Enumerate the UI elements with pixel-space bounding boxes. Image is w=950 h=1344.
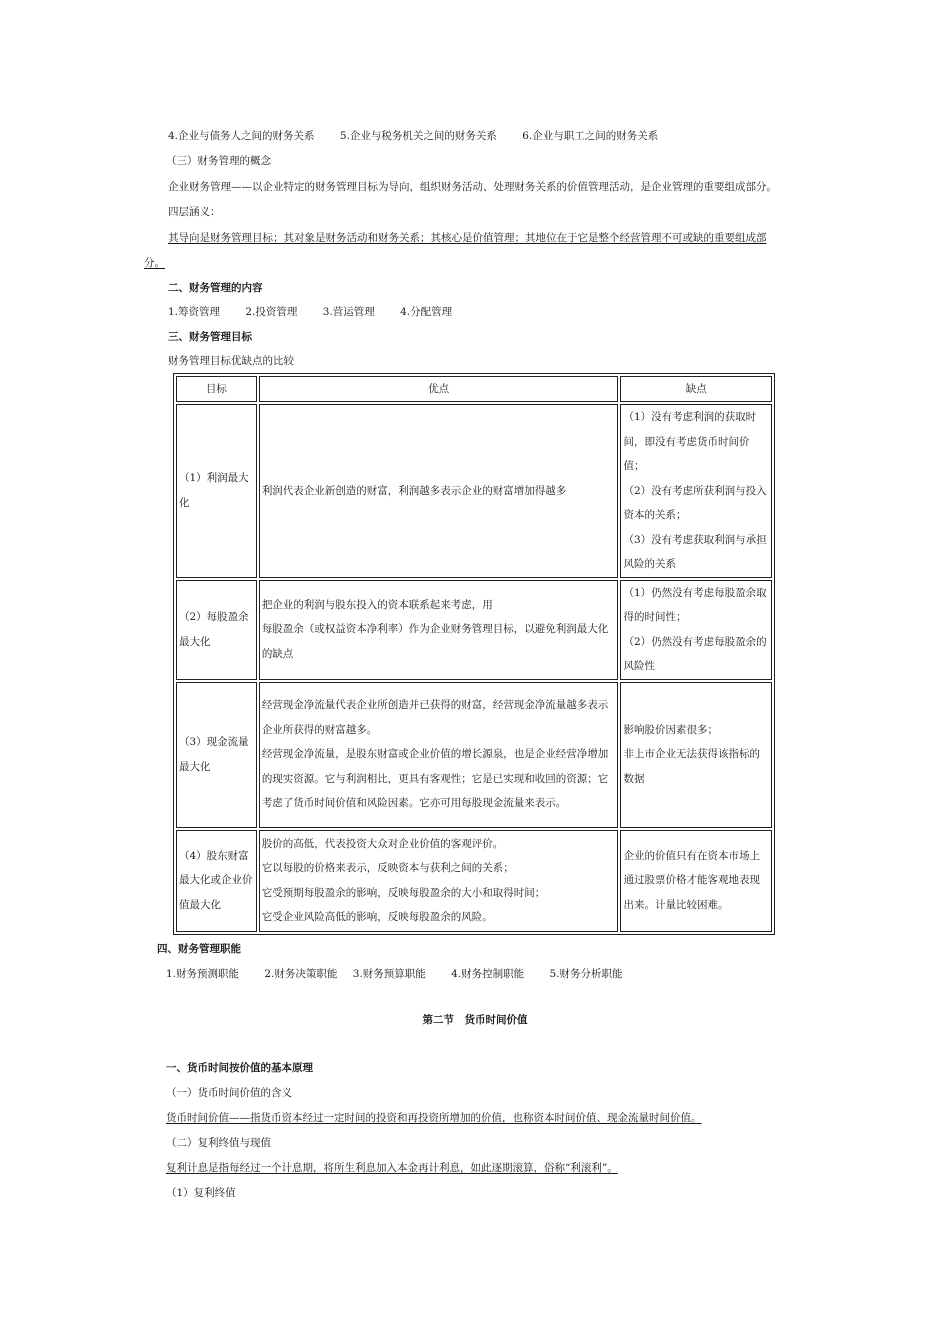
four-meanings-line2: 分。 <box>144 257 165 269</box>
goal-cell: （4）股东财富最大化或企业价值最大化 <box>176 830 257 932</box>
table-header-row <box>176 376 772 402</box>
s1-sub2: （二）复利终值与现值 <box>166 1137 271 1149</box>
table-header-cons: 缺点 <box>620 376 772 402</box>
content-item: 1.筹资管理 <box>168 306 221 318</box>
content-item: 4.分配管理 <box>400 306 453 318</box>
pros-cell: 利润代表企业新创造的财富，利润越多表示企业的财富增加得越多 <box>259 404 619 578</box>
relation-item-6: 6.企业与职工之间的财务关系 <box>522 130 659 142</box>
chapter-heading: 第二节 货币时间价值 <box>422 1014 528 1026</box>
table-header-pros: 优点 <box>259 376 619 402</box>
four-meanings-line1: 其导向是财务管理目标；其对象是财务活动和财务关系；其核心是价值管理；其地位在于它是整个经营管理不可或缺的重要组成部 <box>168 232 767 244</box>
goal-cell: （2）每股盈余最大化 <box>176 580 257 680</box>
table-row <box>176 580 772 680</box>
content-item: 3.营运管理 <box>322 306 375 318</box>
goals-comparison-table <box>173 373 775 935</box>
concept-heading: （三）财务管理的概念 <box>166 155 271 167</box>
cons-cell: （1）仍然没有考虑每股盈余取得的时间性； （2）仍然没有考虑每股盈余的风险性 <box>620 580 772 680</box>
pros-cell: 股价的高低，代表投资大众对企业价值的客观评价。 它以每股的价格来表示，反映资本与获利之间的关系； 它受预期每股盈余的影响，反映每股盈余的大小和取得时间； 它受企业风险高低的影响，反映每股盈余的风险。 <box>259 830 619 932</box>
function-item: 3.财务预算职能 <box>352 968 426 980</box>
s1-definition: 货币时间价值——指货币资本经过一定时间的投资和再投资所增加的价值，也称资本时间价值、现金流量时间价值。 <box>166 1112 702 1124</box>
section2-heading: 二、财务管理的内容 <box>168 282 263 294</box>
cons-cell: 影响股价因素很多； 非上市企业无法获得该指标的数据 <box>620 682 772 828</box>
cons-cell: 企业的价值只有在资本市场上通过股票价格才能客观地表现出来。计量比较困难。 <box>620 830 772 932</box>
pros-cell: 经营现金净流量代表企业所创造并已获得的财富，经营现金净流量越多表示企业所获得的财富越多。 经营现金净流量，是股东财富或企业价值的增长源泉，也是企业经营净增加的现实资源。它与利润相比，更具有客观性；它是已实现和收回的资源；它考虑了货币时间价值和风险因素。它亦可用每股现金流量来表示。 <box>259 682 619 828</box>
goal-cell: （1）利润最大化 <box>176 404 257 578</box>
concept-text: 企业财务管理——以企业特定的财务管理目标为导向，组织财务活动、处理财务关系的价值管理活动，是企业管理的重要组成部分。 <box>168 181 777 193</box>
table-caption: 财务管理目标优缺点的比较 <box>168 355 294 367</box>
relation-item-5: 5.企业与税务机关之间的财务关系 <box>339 130 497 142</box>
table-row <box>176 830 772 932</box>
table-row <box>176 682 772 828</box>
cons-cell: （1）没有考虑利润的获取时间，即没有考虑货币时间价值； （2）没有考虑所获利润与投入资本的关系； （3）没有考虑获取利润与承担风险的关系 <box>620 404 772 578</box>
table-row <box>176 404 772 578</box>
function-item: 1.财务预测职能 <box>166 968 240 980</box>
s1-sub3: （1）复利终值 <box>166 1187 236 1199</box>
functions-list <box>166 967 623 981</box>
table-header-goal: 目标 <box>176 376 257 402</box>
content-item: 2.投资管理 <box>245 306 298 318</box>
pros-cell: 把企业的利润与股东投入的资本联系起来考虑，用 每股盈余（或权益资本净利率）作为企业财务管理目标，以避免利润最大化的缺点 <box>259 580 619 680</box>
section3-heading: 三、财务管理目标 <box>168 331 252 343</box>
goal-cell: （3）现金流量最大化 <box>176 682 257 828</box>
s1-heading: 一、货币时间按价值的基本原理 <box>166 1062 313 1074</box>
four-meanings-label: 四层涵义： <box>168 206 221 218</box>
contents-list <box>168 305 452 319</box>
section4-heading: 四、财务管理职能 <box>157 943 241 955</box>
function-item: 2.财务决策职能 <box>264 968 338 980</box>
s1-sub1: （一）货币时间价值的含义 <box>166 1087 292 1099</box>
function-item: 4.财务控制职能 <box>451 968 525 980</box>
relation-item-4: 4.企业与债务人之间的财务关系 <box>168 130 315 142</box>
function-item: 5.财务分析职能 <box>549 968 623 980</box>
relations-line <box>168 129 658 143</box>
s1-compound-interest: 复利计息是指每经过一个计息期，将所生利息加入本金再计利息，如此逐期滚算，俗称“利滚利”。 <box>166 1162 618 1174</box>
